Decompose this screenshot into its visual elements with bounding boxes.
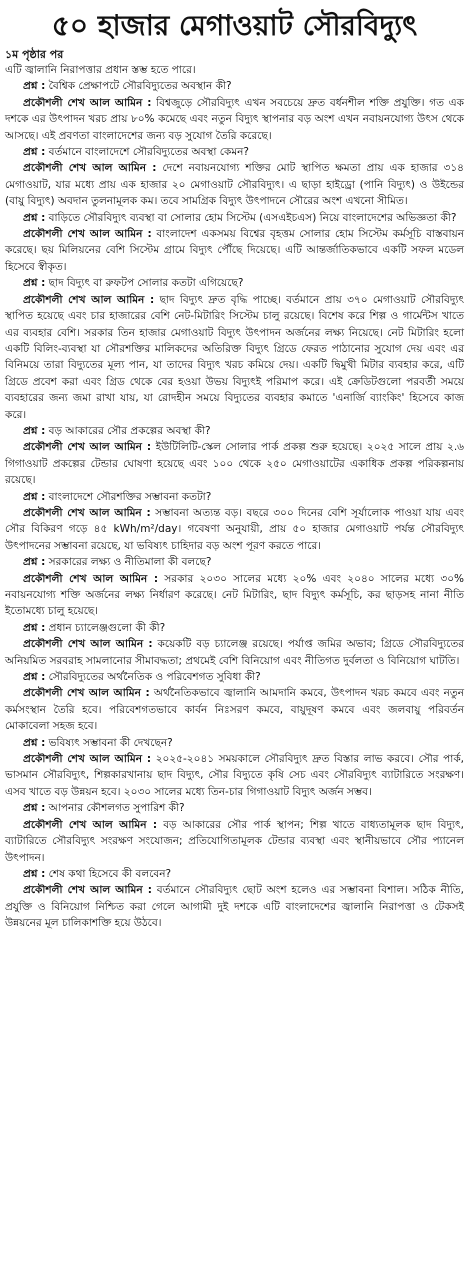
answer-paragraph — [5, 160, 464, 209]
question-text: বড় আকারের সৌর প্রকল্পের অবস্থা কী? — [48, 424, 211, 437]
answer-paragraph — [5, 685, 464, 734]
answer-paragraph — [5, 751, 464, 800]
question-text: বাড়িতে সৌরবিদ্যুৎ ব্যবস্থা বা সোলার হোম সিস্টেম (এসএইচএস) নিয়ে বাংলাদেশের অভিজ্ঞতা কী? — [48, 211, 457, 224]
answer-speaker-label: প্রকৌশলী শেখ আল আমিন : — [23, 818, 158, 831]
answer-paragraph — [5, 226, 464, 275]
question-label: প্রশ্ন : — [23, 621, 46, 634]
answer-speaker-label: প্রকৌশলী শেখ আল আমিন : — [23, 441, 152, 454]
answer-text: অর্থনৈতিকভাবে জ্বালানি আমদানি কমবে, উৎপাদন খরচ কমবে এবং নতুন কর্মসংস্থান তৈরি হবে। পরিবেশগতভাবে কার্বন নিঃসরণ কমবে, বায়ুদূষণ কমবে এবং জলবায়ু পরিবর্তন মোকাবেলা সহজ হবে। — [5, 687, 464, 733]
question-text: বর্তমানে বাংলাদেশে সৌরবিদ্যুতের অবস্থা কেমন? — [48, 146, 250, 159]
question-paragraph — [5, 554, 464, 570]
answer-text: ২০২৫-২০৪১ সময়কালে সৌরবিদ্যুৎ দ্রুত বিস্তার লাভ করবে। সৌর পার্ক, ভাসমান সৌরবিদ্যুৎ, শিল্পকারখানায় ছাদ বিদ্যুৎ, সৌর বিদ্যুতে কৃষি সেচ এবং সৌরবিদ্যুৎ ব্যাটারিতে সংরক্ষণ। এসব খাতে বড় উন্নয়ন হবে। ২০৩০ সালের মধ্যে তিন-চার গিগাওয়াট বিদ্যুৎ অর্জন সম্ভব। — [5, 753, 464, 798]
question-paragraph — [5, 866, 464, 882]
answer-text: বড় আকারের সৌর পার্ক স্থাপন; শিল্প খাতে বাধ্যতামূলক ছাদ বিদ্যুৎ, ব্যাটারিতে সৌরবিদ্যুৎ সংরক্ষণ সংযোজন; প্রতিযোগিতামূলক টেন্ডার ব্যবস্থা এবং স্থানীয়ভাবে সৌর প্যানেল উৎপাদন। — [5, 818, 465, 864]
question-paragraph — [5, 620, 464, 636]
answer-text: দেশে নবায়নযোগ্য শক্তির মোট স্থাপিত ক্ষমতা প্রায় এক হাজার ৩১৪ মেগাওয়াট, যার মধ্যে প্রায় এক হাজার ২০ মেগাওয়াট সৌরবিদ্যুৎ। এ ছাড়া হাইড্রো (পানি বিদ্যুৎ) ও উইন্ডের (বায়ু বিদ্যুৎ) অবদান তুলনামূলক কম। তবে সামগ্রিক বিদ্যুৎ উৎপাদনে সৌরের অংশ এখনো সীমিত। — [5, 162, 464, 208]
question-text: শেষ কথা হিসেবে কী বলবেন? — [48, 867, 172, 880]
answer-text: কয়েকটি বড় চ্যালেঞ্জ রয়েছে। পর্যাপ্ত জমির অভাব; গ্রিডে সৌরবিদ্যুতের অনিয়মিত সরবরাহ সামলানোর সীমাবদ্ধতা; প্রথমেই বেশি বিনিয়োগ এবং নীতিগত দুর্বলতা ও বিনিয়োগ ঘাটতি। — [5, 638, 464, 667]
answer-paragraph — [5, 95, 464, 144]
question-paragraph — [5, 800, 464, 816]
answer-speaker-label: প্রকৌশলী শেখ আল আমিন : — [23, 687, 150, 700]
question-text: বাংলাদেশে সৌরশক্তির সম্ভাবনা কতটা? — [48, 490, 212, 503]
answer-text: বিশ্বজুড়ে সৌরবিদ্যুৎ এখন সবচেয়ে দ্রুত বর্ধনশীল শক্তি প্রযুক্তি। গত এক দশকে এর উৎপাদন খরচ প্রায় ৮০% কমেছে এবং নতুন বিদ্যুৎ স্থাপনার বড় অংশ এখন নবায়নযোগ্য উৎস থেকে আসছে। এই প্রবণতা বাংলাদেশের জন্য বড় সুযোগ তৈরি করেছে। — [5, 96, 464, 142]
answer-text: বাংলাদেশ একসময় বিশ্বের বৃহত্তম সোলার হোম সিস্টেম কর্মসূচি বাস্তবায়ন করেছে। ছয় মিলিয়নের বেশি সিস্টেম গ্রামে বিদ্যুৎ পৌঁছে দিয়েছে। এটি আন্তর্জাতিকভাবে একটি সফল মডেল হিসেবে স্বীকৃত। — [5, 228, 465, 273]
question-label: প্রশ্ন : — [23, 556, 46, 569]
answer-text: ছাদ বিদ্যুৎ দ্রুত বৃদ্ধি পাচ্ছে। বর্তমানে প্রায় ৩৭০ মেগাওয়াট সৌরবিদ্যুৎ স্থাপিত হয়েছে এবং চার হাজারের বেশি নেট-মিটারিং সিস্টেম চালু রয়েছে। বিশেষ করে শিল্প ও গার্মেন্টস খাতে এর ব্যবহার বেশি। সরকার তিন হাজার মেগাওয়াট বিদ্যুৎ উৎপাদন অর্জনের লক্ষ্য নিয়েছে। নেট মিটারিং হলো একটি বিলিং-ব্যবস্থা যা সৌরশক্তির মালিকদের অতিরিক্ত বিদ্যুৎ গ্রিডে ফেরত পাঠানোর সুযোগ দেয় এবং এর বিনিময়ে তারা বিদ্যুতের মূল্য পান, যা তাদের বিদ্যুৎ খরচ কমিয়ে দেয়। একটি দ্বিমুখী মিটার ব্যবহার করে, এটি গ্রিডে প্রবেশ করা এবং গ্রিড থেকে বের হওয়া উভয় বিদ্যুৎই পরিমাপ করে। এই ক্রেডিটগুলো পরবর্তী সময়ে ব্যবহারের জন্য জমা রাখা যায়, যা রোদহীন সময়ে বিদ্যুতের ব্যবহার কমাতে 'এনার্জি ব্যাংকিং' হিসেবে কাজ করে। — [5, 293, 465, 421]
question-label: প্রশ্ন : — [23, 867, 46, 880]
question-label: প্রশ্ন : — [23, 802, 46, 815]
question-label: প্রশ্ন : — [23, 736, 46, 749]
answer-speaker-label: প্রকৌশলী শেখ আল আমিন : — [23, 293, 155, 306]
question-paragraph — [5, 489, 464, 505]
answer-paragraph — [5, 882, 464, 931]
question-text: আপনার কৌশলগত সুপারিশ কী? — [48, 802, 185, 815]
question-label: প্রশ্ন : — [23, 211, 46, 224]
question-text: প্রধান চ্যালেঞ্জগুলো কী কী? — [48, 621, 166, 634]
article-body — [5, 62, 464, 932]
article-headline: ৫০ হাজার মেগাওয়াট সৌরবিদ্যুৎ — [51, 9, 418, 42]
answer-speaker-label: প্রকৌশলী শেখ আল আমিন : — [23, 96, 152, 109]
answer-paragraph — [5, 505, 464, 554]
answer-text: বর্তমানে সৌরবিদ্যুৎ ছোট অংশ হলেও এর সম্ভাবনা বিশাল। সঠিক নীতি, প্রযুক্তি ও বিনিয়োগ নিশ্চিত করা গেলে আগামী দুই দশকে এটি বাংলাদেশের জ্বালানি নিরাপত্তা ও টেকসই উন্নয়নের মূল চালিকাশক্তি হয়ে উঠবে। — [5, 884, 464, 930]
question-label: প্রশ্ন : — [23, 490, 46, 503]
question-text: ভবিষ্যৎ সম্ভাবনা কী দেখছেন? — [48, 736, 173, 749]
answer-text: ইউটিলিটি-স্কেল সোলার পার্ক প্রকল্প শুরু হয়েছে। ২০২৫ সালে প্রায় ২.৬ গিগাওয়াট প্রকল্পের টেন্ডার ঘোষণা হয়েছে এবং ১০০ থেকে ২৫০ মেগাওয়াটের একাধিক প্রকল্প পরিকল্পনায় রয়েছে। — [5, 441, 465, 487]
continued-from-page-one: ১ম পৃষ্ঠার পর — [5, 48, 64, 61]
answer-paragraph — [5, 817, 464, 866]
question-text: ছাদ বিদ্যুৎ বা রুফটপ সোলার কতটা এগিয়েছে? — [48, 277, 244, 290]
answer-speaker-label: প্রকৌশলী শেখ আল আমিন : — [23, 506, 151, 519]
question-paragraph — [5, 275, 464, 291]
answer-speaker-label: প্রকৌশলী শেখ আল আমিন : — [23, 572, 159, 585]
question-text: সরকারের লক্ষ্য ও নীতিমালা কী বলছে? — [48, 556, 212, 569]
question-paragraph — [5, 423, 464, 439]
answer-speaker-label: প্রকৌশলী শেখ আল আমিন : — [23, 228, 152, 241]
question-label: প্রশ্ন : — [23, 80, 46, 93]
question-paragraph — [5, 735, 464, 751]
question-paragraph — [5, 78, 464, 94]
answer-text: সম্ভাবনা অত্যন্ত বড়। বছরে ৩০০ দিনের বেশি সূর্যালোক পাওয়া যায় এবং সৌর বিকিরণ গড়ে ৪৫ kWh/m²/day। গবেষণা অনুযায়ী, প্রায় ৫০ হাজার মেগাওয়াট পর্যন্ত সৌরবিদ্যুৎ উৎপাদনের সম্ভাবনা রয়েছে, যা ভবিষ্যৎ চাহিদার বড় অংশ পূরণ করতে পারে। — [5, 506, 464, 552]
answer-text: সরকার ২০৩০ সালের মধ্যে ২০% এবং ২০৪০ সালের মধ্যে ৩০% নবায়নযোগ্য শক্তি অর্জনের লক্ষ্য নির্ধারণ করেছে। নেট মিটারিং, ছাদ বিদ্যুৎ কর্মসূচি, কর ছাড়সহ নানা নীতি ইতোমধ্যে চালু হয়েছে। — [5, 572, 464, 618]
answer-speaker-label: প্রকৌশলী শেখ আল আমিন : — [23, 638, 153, 651]
answer-paragraph — [5, 636, 464, 669]
question-label: প্রশ্ন : — [23, 671, 46, 684]
answer-speaker-label: প্রকৌশলী শেখ আল আমিন : — [23, 753, 152, 766]
answer-speaker-label: প্রকৌশলী শেখ আল আমিন : — [23, 162, 157, 175]
question-label: প্রশ্ন : — [23, 424, 46, 437]
answer-speaker-label: প্রকৌশলী শেখ আল আমিন : — [23, 884, 152, 897]
question-label: প্রশ্ন : — [23, 277, 46, 290]
answer-paragraph — [5, 439, 464, 488]
question-paragraph — [5, 669, 464, 685]
answer-paragraph — [5, 571, 464, 620]
question-paragraph — [5, 210, 464, 226]
question-label: প্রশ্ন : — [23, 146, 46, 159]
answer-paragraph — [5, 292, 464, 423]
question-paragraph — [5, 144, 464, 160]
intro-paragraph: এটি জ্বালানি নিরাপত্তার প্রধান স্তম্ভ হতে পারে। — [5, 64, 196, 76]
question-text: বৈশ্বিক প্রেক্ষাপটে সৌরবিদ্যুতের অবস্থান কী? — [48, 80, 232, 93]
question-text: সৌরবিদ্যুতের অর্থনৈতিক ও পরিবেশগত সুবিধা কী? — [48, 671, 261, 684]
